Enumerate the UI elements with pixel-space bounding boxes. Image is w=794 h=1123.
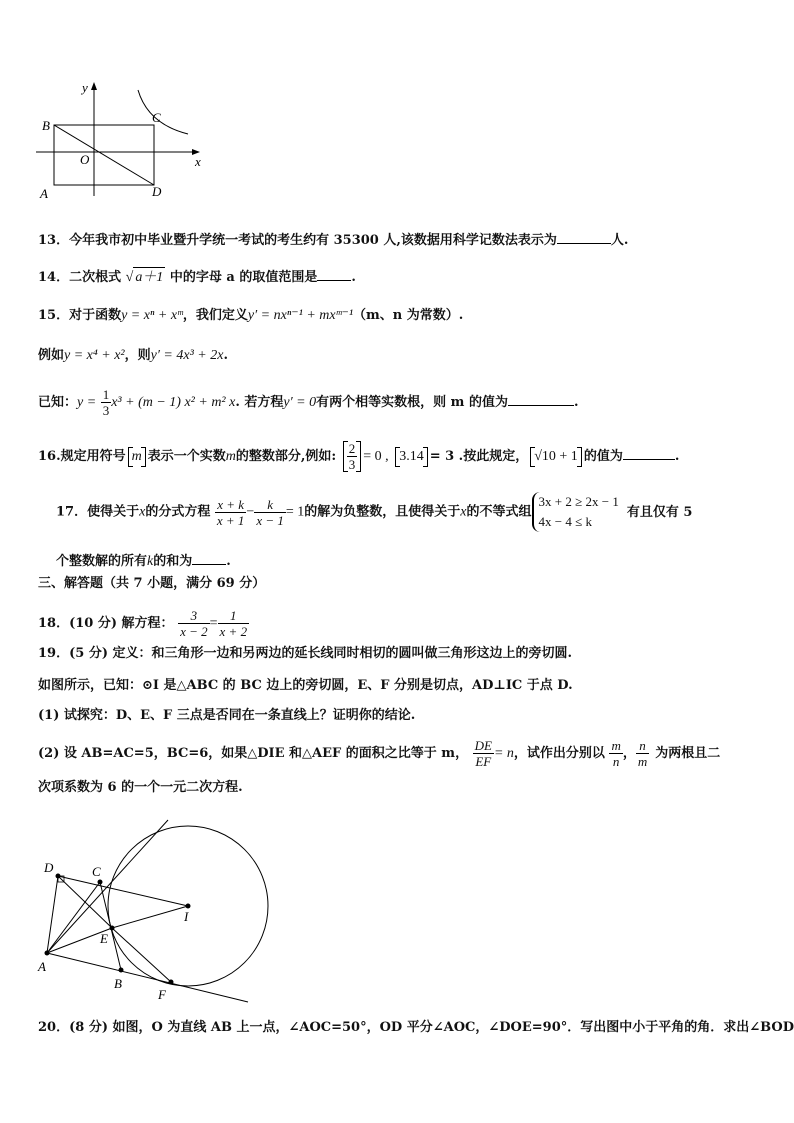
q15-ex-mid: ，则 [124, 348, 151, 363]
question-20: 20．(8 分) 如图，O 为直线 AB 上一点，∠AOC=50°，OD 平分∠AOC，∠DOE=90°．写出图中小于平角的角．求出∠BOD [38, 1020, 794, 1035]
q18-right-frac [218, 608, 250, 639]
point-d [56, 874, 61, 879]
q17-tail: . [226, 554, 231, 569]
q19-mn-den: n [612, 754, 620, 769]
q15-k-pre: 已知： [38, 395, 78, 410]
q15-ex-res: y′ = 4x³ + 2x [150, 348, 224, 363]
q17-system [532, 492, 619, 532]
label-b: B [42, 118, 50, 133]
q16-sym: m [128, 447, 146, 467]
question-15-known [38, 387, 578, 418]
q19-line4-mid: ，试作出分别以 [513, 746, 605, 761]
point-i [186, 904, 191, 909]
q15-mid: ，我们定义 [182, 308, 248, 323]
q18-pre: 18．(10 分) 解方程： [38, 616, 174, 631]
q16-post: 的值为 [583, 449, 623, 464]
q15-k-rest: x³ + (m − 1) x² + m² x [111, 395, 236, 410]
q15-frac-den: 3 [102, 403, 110, 418]
label-c: C [152, 110, 161, 125]
label-c: C [92, 864, 101, 879]
q19-mn-frac [609, 738, 622, 769]
q17-ineq1: 3x + 2 ≥ 2x − 1 [538, 494, 619, 509]
q16-ex2-res: = 3 .按此规定， [429, 449, 529, 464]
point-f [169, 980, 174, 985]
q16-mid1: 表示一个实数 [147, 449, 226, 464]
question-19-line5: 次项系数为 6 的一个一元二次方程. [38, 780, 243, 795]
q18-left-frac [178, 608, 210, 639]
label-b: B [114, 976, 122, 991]
q17-frac2 [254, 497, 286, 528]
q15-func: y = xⁿ + xᵐ [121, 308, 183, 323]
line-ef [112, 928, 171, 982]
q17-blank[interactable] [192, 550, 226, 565]
q17-f1-num: x + k [215, 497, 247, 513]
question-19-line2: 如图所示，已知：⊙I 是△ABC 的 BC 边上的旁切圆，E、F 分别是切点，AD⊥IC 于点 D. [38, 678, 573, 693]
coordinate-figure [30, 78, 210, 200]
q17-frac1 [215, 497, 247, 528]
q13-blank[interactable] [557, 229, 611, 244]
q19-de-ef-frac [473, 738, 494, 769]
hyperbola-curve [138, 90, 188, 134]
q19-f-num: DE [474, 738, 492, 753]
q19-nm-num: n [636, 738, 649, 754]
line-ad [47, 876, 58, 953]
q17-mid3: 的不等式组 [466, 504, 532, 520]
q15-post: （m、n 为常数）. [353, 308, 464, 323]
q13-tail: 人. [610, 233, 629, 248]
point-e [110, 926, 115, 931]
q17-mid1: 的分式方程 [145, 504, 211, 520]
question-19-line4 [38, 738, 720, 769]
question-13 [38, 229, 628, 251]
q19-f-res: = n [493, 746, 514, 761]
q16-m: m [225, 449, 236, 464]
question-18 [38, 608, 249, 639]
label-a: A [40, 186, 48, 200]
point-b [119, 968, 124, 973]
q16-ex2: 3.14 [395, 447, 428, 467]
q14-post: 中的字母 a 的取值范围是 [169, 270, 318, 285]
q16-ex1-den: 3 [348, 457, 356, 472]
q17-post: 有且仅有 5 [626, 504, 693, 520]
label-f: F [158, 987, 166, 1002]
line-ei [112, 906, 188, 928]
q16-tail: . [674, 449, 680, 464]
q19-line4-pre: (2) 设 AB=AC=5，BC=6，如果△DIE 和△AEF 的面积之比等于 m， [38, 746, 469, 761]
point-a [45, 951, 50, 956]
question-17-line2 [56, 550, 231, 572]
q15-ex-pre: 例如 [38, 348, 65, 363]
q14-radicand: a＋1 [133, 267, 165, 288]
q14-tail: . [351, 270, 356, 285]
q17-x2: x [460, 504, 467, 520]
q16-ex1-frac [347, 441, 358, 472]
q17-x: x [139, 504, 146, 520]
q19-mn-num: m [611, 738, 621, 753]
q14-pre: 14．二次根式 [38, 270, 122, 285]
q17-eq: = 1 [285, 504, 305, 520]
q16-ex1-bracket [343, 441, 362, 472]
q18-eq: = [209, 616, 218, 631]
label-e: E [100, 931, 108, 946]
question-15-example [38, 346, 228, 366]
label-d: D [152, 184, 162, 199]
q18-r-num: 1 [218, 608, 250, 624]
q17-k: k [147, 554, 154, 569]
q16-mid2: 的整数部分,例如: [235, 449, 337, 464]
question-16 [38, 441, 679, 472]
q18-r-den: x + 2 [219, 624, 248, 639]
question-15 [38, 306, 463, 326]
q14-blank[interactable] [317, 266, 351, 281]
q16-ex1-res: = 0 , [363, 449, 389, 464]
q15-k-y: y = [77, 395, 97, 410]
q15-ex-tail: . [223, 348, 228, 363]
q15-fraction [101, 387, 112, 418]
q14-radical: √ a＋1 [126, 270, 166, 285]
label-a: A [38, 959, 46, 974]
q16-expr: √10 + 1 [530, 447, 582, 467]
excircle-figure [30, 815, 280, 1005]
q15-pre: 15．对于函数 [38, 308, 122, 323]
q16-pre: 16.规定用符号 [38, 449, 126, 464]
q15-blank[interactable] [508, 391, 574, 406]
label-d: D [44, 860, 54, 875]
question-19-line1: 19．(5 分) 定义：和三角形一边和另两边的延长线同时相切的圆叫做三角形这边上的旁切圆. [38, 646, 573, 661]
point-c [98, 880, 103, 885]
q19-nm-frac [636, 738, 649, 769]
q17-ineq2: 4x − 4 ≤ k [538, 514, 592, 529]
question-14 [38, 266, 356, 288]
label-o: O [80, 152, 90, 167]
question-19-line3: (1) 试探究：D、E、F 三点是否同在一条直线上？证明你的结论. [38, 708, 416, 723]
q13-text: 13．今年我市初中毕业暨升学统一考试的考生约有 35300 人,该数据用科学记数法表示为 [38, 233, 557, 248]
q17-minus: − [246, 504, 255, 520]
q15-frac-num: 1 [102, 387, 110, 402]
section-3-title: 三、解答题（共 7 小题，满分 69 分） [38, 576, 266, 591]
q17-pre: 17．使得关于 [56, 504, 140, 520]
label-x: x [195, 154, 201, 169]
q19-line4-post: 为两根且二 [655, 746, 721, 761]
q15-def: y′ = nxⁿ⁻¹ + mxᵐ⁻¹ [247, 308, 354, 323]
q16-blank[interactable] [623, 445, 675, 460]
q17-f2-den: x − 1 [256, 512, 284, 528]
label-i: I [184, 909, 189, 924]
q18-l-den: x − 2 [180, 624, 208, 639]
q15-k-tail: . [573, 395, 579, 410]
q15-ex-func: y = x⁴ + x² [64, 348, 125, 363]
line-di [58, 876, 188, 906]
question-17 [56, 492, 692, 532]
q17-f2-num: k [254, 497, 286, 513]
q15-k-eq: y′ = 0 [283, 395, 317, 410]
q15-k-mid: . 若方程 [235, 395, 284, 410]
q16-ex1-num: 2 [348, 441, 356, 456]
y-axis-arrow [91, 82, 97, 90]
q19-comma: ， [622, 746, 636, 761]
q19-nm-den: m [637, 754, 648, 769]
q17-line2-pre: 个整数解的所有 [56, 554, 148, 569]
diagonal-bd [54, 125, 154, 185]
q17-line2-post: 的和为 [153, 554, 193, 569]
q19-f-den: EF [475, 754, 492, 769]
label-y: y [82, 80, 88, 95]
q17-mid2: 的解为负整数，且使得关于 [304, 504, 461, 520]
q15-k-post: 有两个相等实数根，则 m 的值为 [316, 395, 508, 410]
q18-l-num: 3 [178, 608, 210, 624]
q17-f1-den: x + 1 [216, 512, 245, 528]
